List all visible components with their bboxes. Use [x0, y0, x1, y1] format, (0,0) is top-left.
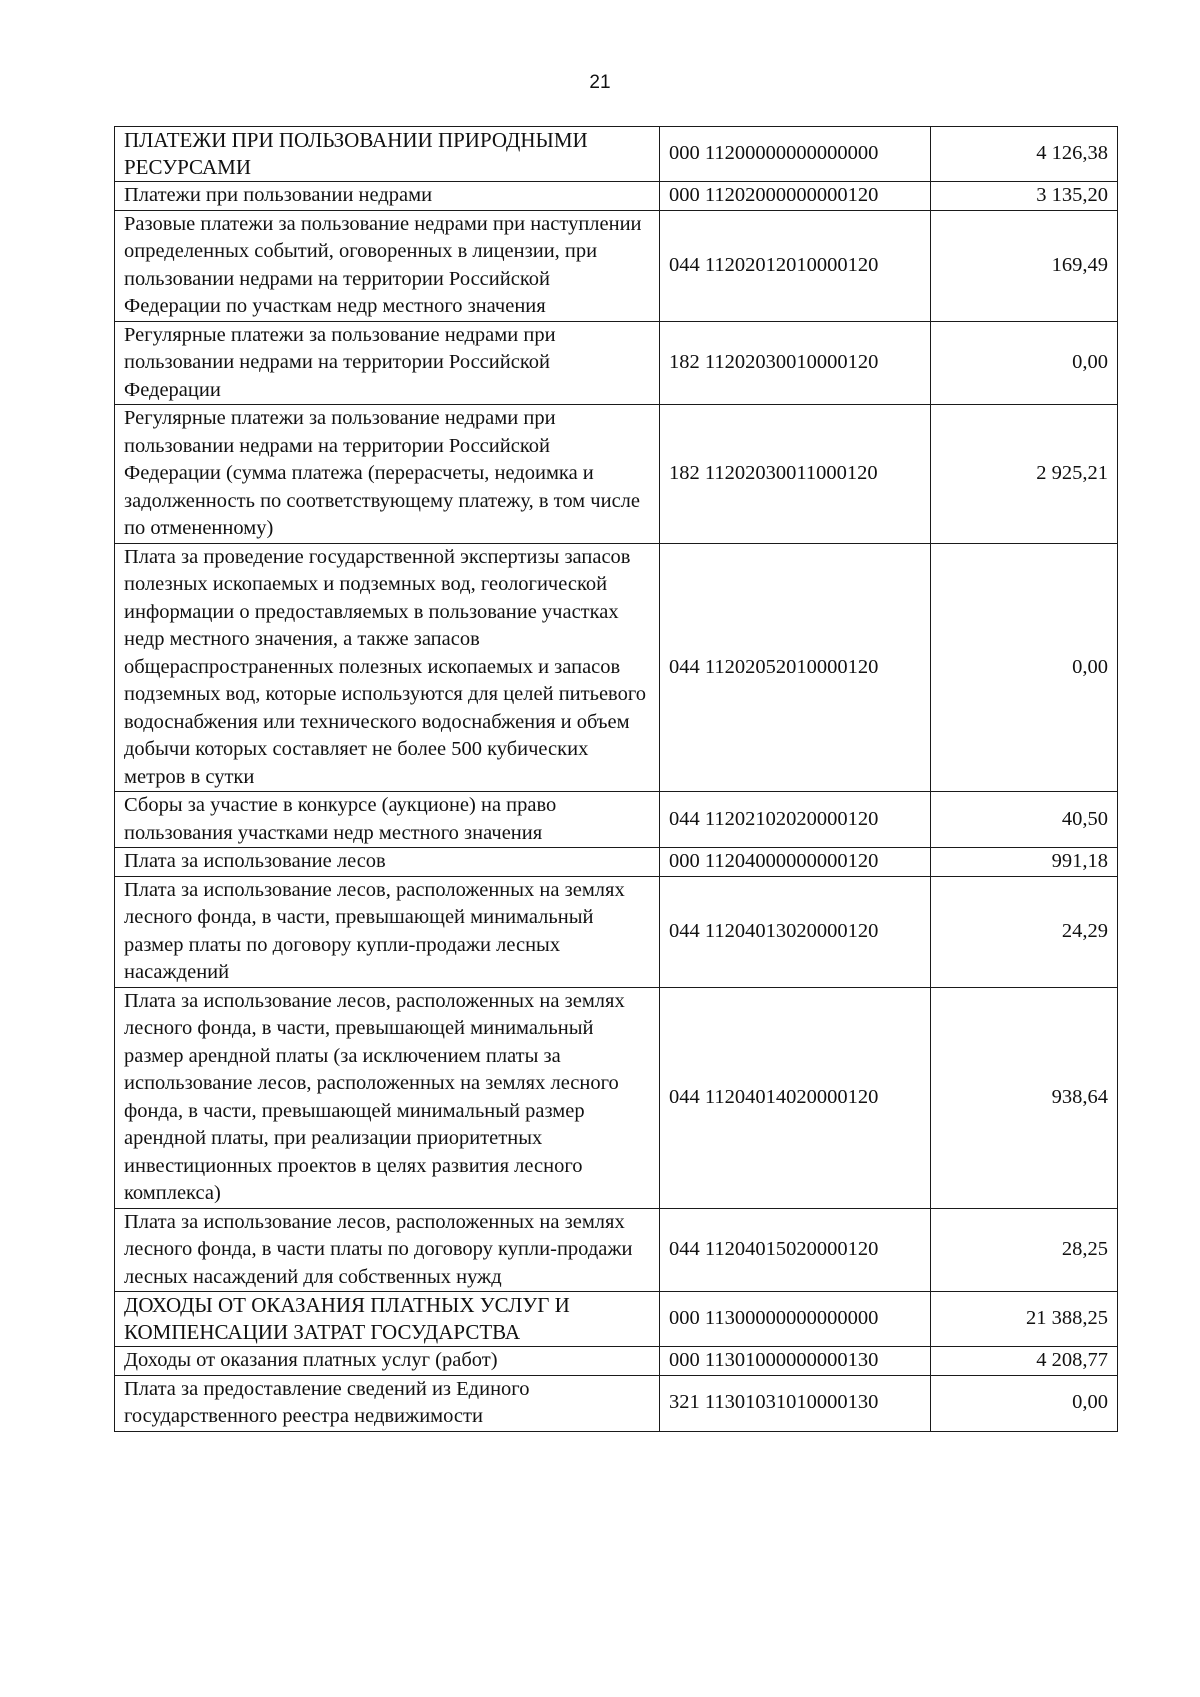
table-row: [115, 848, 1118, 877]
row-amount: 938,64: [931, 987, 1118, 1208]
row-code: 044 11202102020000120: [660, 792, 931, 848]
row-code: 182 11202030010000120: [660, 321, 931, 405]
row-code: 000 11202000000000120: [660, 182, 931, 211]
row-name: Регулярные платежи за пользование недрами при пользовании недрами на территории Российской Федерации: [115, 321, 660, 405]
row-name: ДОХОДЫ ОТ ОКАЗАНИЯ ПЛАТНЫХ УСЛУГ И КОМПЕНСАЦИИ ЗАТРАТ ГОСУДАРСТВА: [115, 1292, 660, 1347]
table-row: [115, 210, 1118, 321]
row-code: 044 11204013020000120: [660, 876, 931, 987]
row-amount: 4 208,77: [931, 1347, 1118, 1376]
row-amount: 28,25: [931, 1208, 1118, 1292]
row-code: 000 11300000000000000: [660, 1292, 931, 1347]
table-row: [115, 321, 1118, 405]
row-code: 044 11204014020000120: [660, 987, 931, 1208]
row-code: 044 11202012010000120: [660, 210, 931, 321]
row-amount: 4 126,38: [931, 127, 1118, 182]
row-code: 044 11202052010000120: [660, 543, 931, 792]
table-row: [115, 1208, 1118, 1292]
table-row: [115, 405, 1118, 544]
row-amount: 991,18: [931, 848, 1118, 877]
row-name: Плата за проведение государственной экспертизы запасов полезных ископаемых и подземных вод, геологической информации о предоставляемых в пользование участках недр местного значения, а также запасов общераспространенных полезных ископаемых и запасов подземных вод, которые используются для целей питьевого водоснабжения или технического водоснабжения и объем добычи которых составляет не более 500 кубических метров в сутки: [115, 543, 660, 792]
row-code: 000 11200000000000000: [660, 127, 931, 182]
row-name: Плата за использование лесов, расположенных на землях лесного фонда, в части, превышающей минимальный размер арендной платы (за исключением платы за использование лесов, расположенных на землях лесного фонда, в части, превышающей минимальный размер арендной платы, при реализации приоритетных инвестиционных проектов в целях развития лесного комплекса): [115, 987, 660, 1208]
row-name: Доходы от оказания платных услуг (работ): [115, 1347, 660, 1376]
row-amount: 40,50: [931, 792, 1118, 848]
row-amount: 2 925,21: [931, 405, 1118, 544]
table-row: [115, 1375, 1118, 1431]
row-code: 044 11204015020000120: [660, 1208, 931, 1292]
table-row: [115, 792, 1118, 848]
row-name: Платежи при пользовании недрами: [115, 182, 660, 211]
table-row: [115, 1292, 1118, 1347]
row-amount: 0,00: [931, 1375, 1118, 1431]
row-code: 321 11301031010000130: [660, 1375, 931, 1431]
table-row: [115, 1347, 1118, 1376]
row-name: ПЛАТЕЖИ ПРИ ПОЛЬЗОВАНИИ ПРИРОДНЫМИ РЕСУРСАМИ: [115, 127, 660, 182]
table-row: [115, 876, 1118, 987]
row-amount: 169,49: [931, 210, 1118, 321]
table-row: [115, 987, 1118, 1208]
row-name: Регулярные платежи за пользование недрами при пользовании недрами на территории Российской Федерации (сумма платежа (перерасчеты, недоимка и задолженность по соответствующему платежу, в том числе по отмененному): [115, 405, 660, 544]
row-code: 182 11202030011000120: [660, 405, 931, 544]
row-amount: 21 388,25: [931, 1292, 1118, 1347]
row-code: 000 11204000000000120: [660, 848, 931, 877]
row-name: Плата за использование лесов: [115, 848, 660, 877]
revenue-table: [114, 126, 1118, 1432]
row-name: Плата за использование лесов, расположенных на землях лесного фонда, в части платы по договору купли-продажи лесных насаждений для собственных нужд: [115, 1208, 660, 1292]
table-row: [115, 543, 1118, 792]
table-row: [115, 127, 1118, 182]
row-name: Плата за предоставление сведений из Единого государственного реестра недвижимости: [115, 1375, 660, 1431]
page-number: 21: [589, 72, 611, 93]
row-name: Плата за использование лесов, расположенных на землях лесного фонда, в части, превышающей минимальный размер платы по договору купли-продажи лесных насаждений: [115, 876, 660, 987]
row-code: 000 11301000000000130: [660, 1347, 931, 1376]
row-name: Сборы за участие в конкурсе (аукционе) на право пользования участками недр местного значения: [115, 792, 660, 848]
row-name: Разовые платежи за пользование недрами при наступлении определенных событий, оговоренных в лицензии, при пользовании недрами на территории Российской Федерации по участкам недр местного значения: [115, 210, 660, 321]
row-amount: 0,00: [931, 543, 1118, 792]
row-amount: 0,00: [931, 321, 1118, 405]
row-amount: 24,29: [931, 876, 1118, 987]
table-row: [115, 182, 1118, 211]
row-amount: 3 135,20: [931, 182, 1118, 211]
